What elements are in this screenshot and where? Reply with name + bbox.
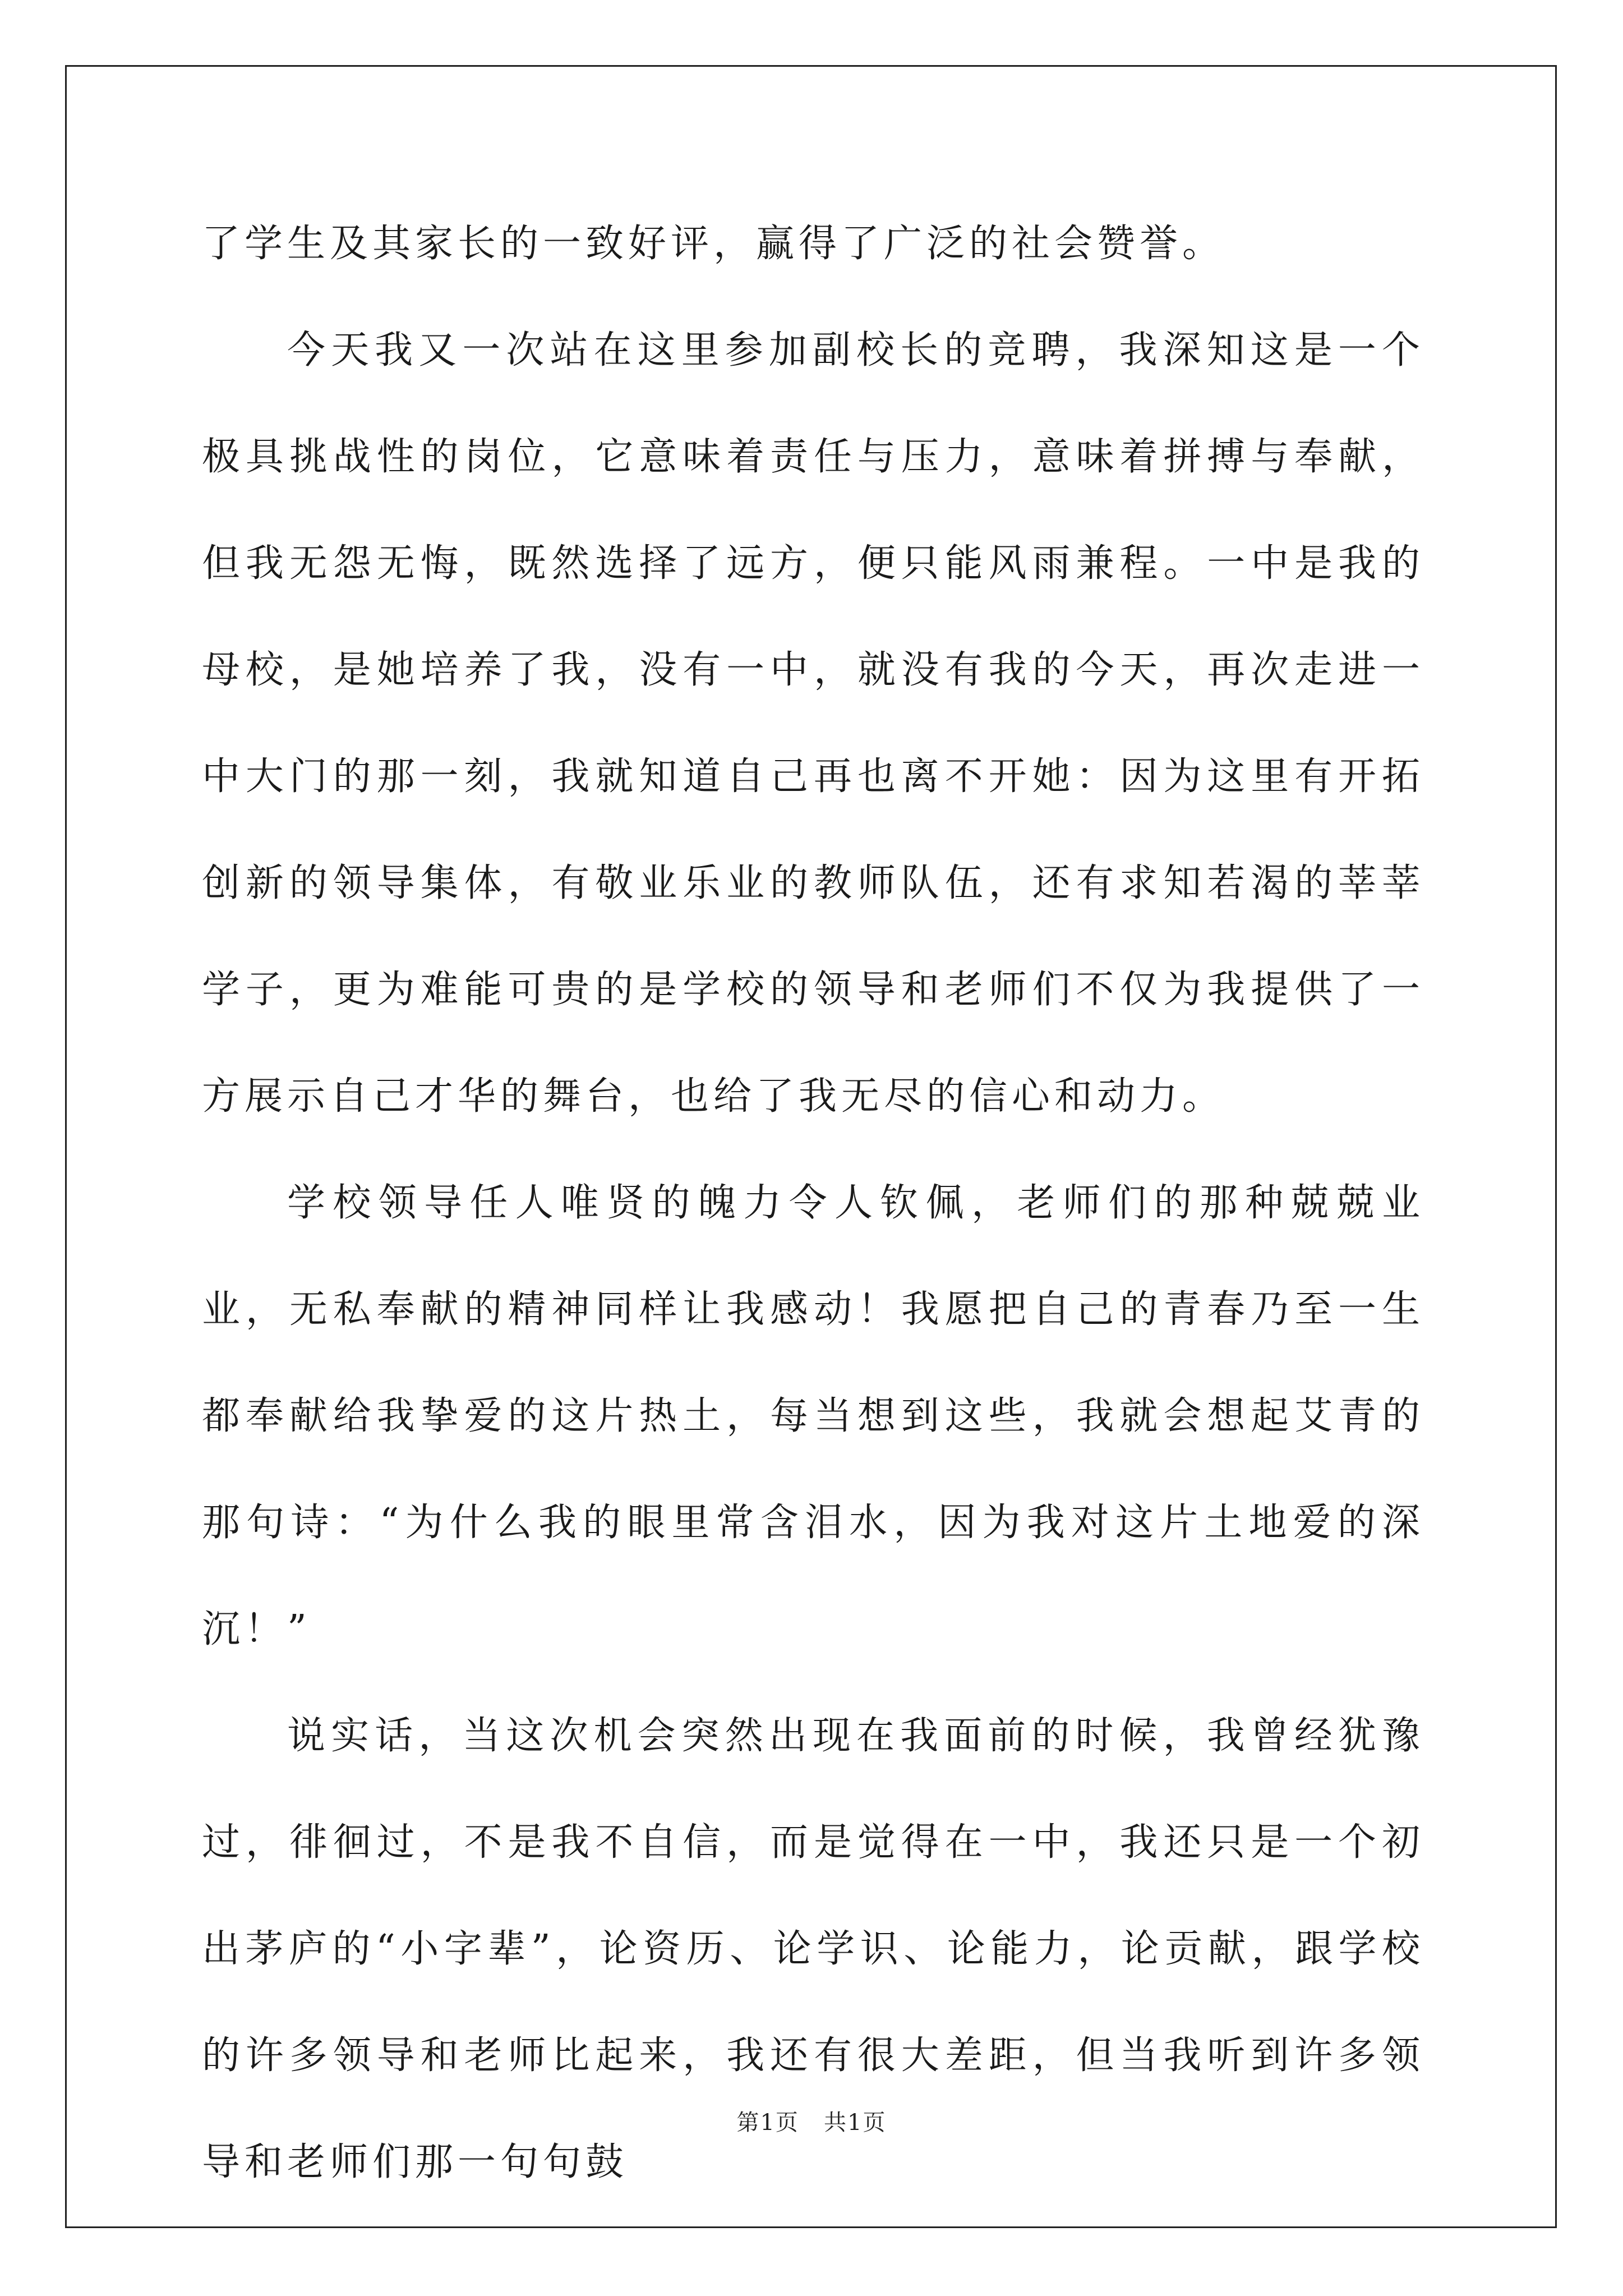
paragraph-1: 了学生及其家长的一致好评，赢得了广泛的社会赞誉。 [202,222,1225,266]
paragraph-2: 今天我又一次站在这里参加副校长的竞聘，我深知这是一个极具挑战性的岗位，它意味着责任与压力，意味着拼搏与奉献，但我无怨无悔，既然选择了远方，便只能风雨兼程。一中是我的母校，是她培养了我，没有一中，就没有我的今天，再次走进一中大门的那一刻，我就知道自己再也离不开她：因为这里有开拓创新的领导集体，有敬业乐业的教师队伍，还有求知若渴的莘莘学子，更为难能可贵的是学校的领导和老师们不仅为我提供了一方展示自己才华的舞台，也给了我无尽的信心和动力。 [202,328,1424,1119]
paragraph-3: 学校领导任人唯贤的魄力令人钦佩，老师们的那种兢兢业业，无私奉献的精神同样让我感动！我愿把自己的青春乃至一生都奉献给我挚爱的这片热土，每当想到这些，我就会想起艾青的那句诗：“为什么我的眼里常含泪水，因为我对这片土地爱的深沉！” [202,1181,1424,1651]
page-number-footer: 第1页 共1页 [736,2110,887,2136]
document-body [202,191,1424,2216]
paragraph-4: 说实话，当这次机会突然出现在我面前的时候，我曾经犹豫过，徘徊过，不是我不自信，而是觉得在一中，我还只是一个初出茅庐的“小字辈”，论资历、论学识、论能力，论贡献，跟学校的许多领导和老师比起来，我还有很大差距，但当我听到许多领导和老师们那一句句鼓 [202,1714,1424,2184]
